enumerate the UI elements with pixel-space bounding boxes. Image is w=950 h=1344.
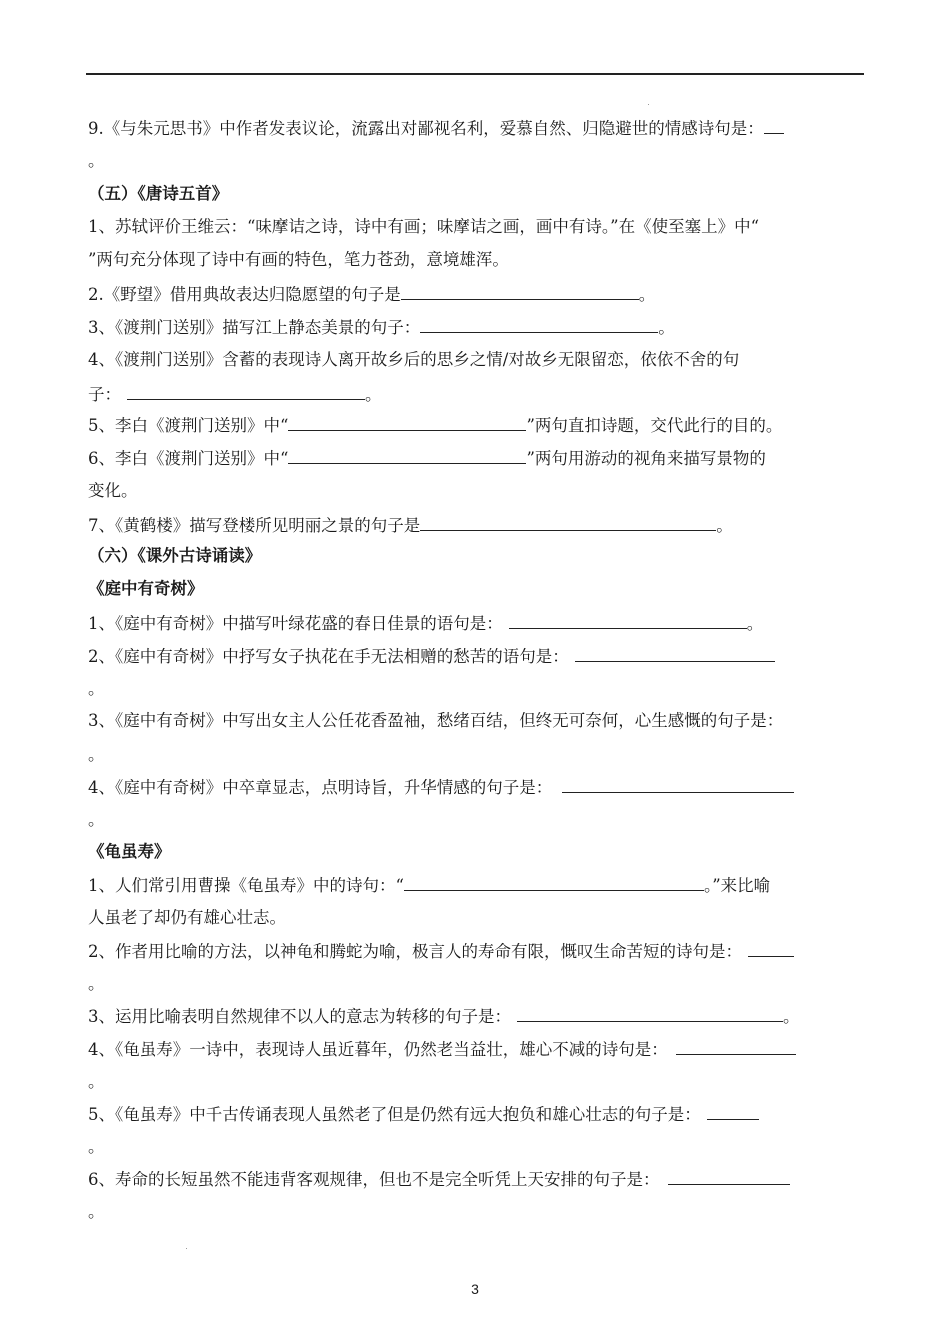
question-end: 。 — [365, 385, 382, 404]
p2-question-6-end — [88, 1201, 868, 1223]
question-9-end — [88, 150, 868, 172]
question-end: 。 — [88, 810, 105, 829]
p2-question-4-end — [88, 1071, 868, 1093]
question-end: 。 — [88, 1072, 105, 1091]
question-end: 。 — [716, 516, 733, 535]
s5-question-1 — [88, 216, 868, 238]
answer-blank[interactable] — [517, 1005, 783, 1022]
s5-question-5 — [88, 414, 868, 437]
header-rule — [86, 73, 864, 75]
answer-blank[interactable] — [764, 117, 784, 134]
answer-blank[interactable] — [668, 1168, 790, 1185]
question-text: 3、《庭中有奇树》中写出女主人公任花香盈袖，愁绪百结，但终无可奈何，心生感慨的句子是： — [88, 711, 784, 730]
p2-question-5 — [88, 1103, 868, 1126]
s5-question-7 — [88, 514, 868, 537]
poem-title-guisuishou: 《龟虽寿》 — [88, 842, 171, 861]
question-text: 5、李白《渡荆门送别》中“ — [88, 416, 289, 435]
p1-question-4-end — [88, 809, 868, 831]
question-end: 。 — [88, 679, 105, 698]
question-text: 变化。 — [88, 481, 138, 500]
p2-question-6 — [88, 1168, 868, 1191]
question-text: 人虽老了却仍有雄心壮志。 — [88, 908, 286, 927]
s5-question-4-line2 — [88, 383, 868, 406]
s5-question-2 — [88, 283, 868, 306]
question-text: 6、李白《渡荆门送别》中“ — [88, 449, 289, 468]
poem-title-tingzhong: 《庭中有奇树》 — [88, 579, 204, 598]
question-text: 5、《龟虽寿》中千古传诵表现人虽然老了但是仍然有远大抱负和雄心壮志的句子是： — [88, 1105, 701, 1124]
question-text: 1、人们常引用曹操《龟虽寿》中的诗句：“ — [88, 876, 404, 895]
question-end: ”两句直扣诗题，交代此行的目的。 — [526, 416, 783, 435]
s5-question-4 — [88, 349, 868, 371]
p1-question-3-end — [88, 743, 868, 766]
s5-question-6 — [88, 447, 868, 470]
question-end: 。 — [783, 1007, 800, 1026]
p1-question-2 — [88, 645, 868, 668]
question-text: 9.《与朱元思书》中作者发表议论，流露出对鄙视名利，爱慕自然、归隐避世的情感诗句是： — [88, 119, 764, 138]
p2-question-3 — [88, 1005, 868, 1028]
p2-question-2 — [88, 940, 868, 963]
section-heading-5: （五）《唐诗五首》 — [88, 184, 229, 203]
question-text: 6、寿命的长短虽然不能违背客观规律，但也不是完全听凭上天安排的句子是： — [88, 1170, 660, 1189]
section-heading-6: （六）《课外古诗诵读》 — [88, 546, 262, 565]
question-text: 4、《渡荆门送别》含蓄的表现诗人离开故乡后的思乡之情/对故乡无限留恋，依依不舍的句 — [88, 350, 740, 369]
page-number: 3 — [471, 1281, 479, 1297]
question-end: 。 — [88, 1137, 105, 1156]
speck — [648, 104, 649, 105]
question-text: 1、苏轼评价王维云：“味摩诘之诗，诗中有画；味摩诘之画，画中有诗。”在《使至塞上》中“ — [88, 217, 760, 236]
question-end: ”两句用游动的视角来描写景物的 — [526, 449, 766, 468]
question-9 — [88, 117, 868, 140]
question-end: 。 — [88, 974, 105, 993]
answer-blank[interactable] — [127, 383, 365, 400]
s5-question-6-line2 — [88, 480, 868, 502]
answer-blank[interactable] — [401, 283, 639, 300]
answer-blank[interactable] — [404, 874, 704, 891]
question-text: 4、《庭中有奇树》中卒章显志，点明诗旨，升华情感的句子是： — [88, 778, 553, 797]
answer-blank[interactable] — [748, 940, 794, 957]
question-text: 2、《庭中有奇树》中抒写女子执花在手无法相赠的愁苦的语句是： — [88, 647, 569, 666]
answer-blank[interactable] — [420, 316, 658, 333]
question-text: ”两句充分体现了诗中有画的特色，笔力苍劲，意境雄浑。 — [88, 250, 509, 269]
question-text: 2、作者用比喻的方法，以神龟和腾蛇为喻，极言人的寿命有限，慨叹生命苦短的诗句是： — [88, 942, 742, 961]
answer-blank[interactable] — [288, 447, 526, 464]
question-text: 4、《龟虽寿》一诗中，表现诗人虽近暮年，仍然老当益壮，雄心不减的诗句是： — [88, 1040, 668, 1059]
p1-question-4 — [88, 776, 868, 799]
p2-question-5-end — [88, 1136, 868, 1158]
question-end: 。 — [638, 285, 656, 304]
s5-question-1-line2 — [88, 249, 868, 271]
answer-blank[interactable] — [420, 514, 716, 531]
p1-question-2-end — [88, 678, 868, 700]
p1-question-1 — [88, 612, 868, 635]
answer-blank[interactable] — [288, 414, 526, 431]
question-text: 子： — [88, 385, 121, 404]
answer-blank[interactable] — [562, 776, 794, 793]
s5-question-3 — [88, 316, 868, 339]
question-end: 。 — [88, 745, 105, 764]
question-text: 1、《庭中有奇树》中描写叶绿花盛的春日佳景的语句是： — [88, 614, 503, 633]
answer-blank[interactable] — [509, 612, 747, 629]
speck — [186, 1248, 187, 1249]
answer-blank[interactable] — [575, 645, 775, 662]
question-text: 7、《黄鹤楼》描写登楼所见明丽之景的句子是 — [88, 516, 421, 535]
p2-question-1-line2 — [88, 907, 868, 929]
question-text: 3、《渡荆门送别》描写江上静态美景的句子： — [88, 318, 421, 337]
p2-question-2-end — [88, 973, 868, 995]
question-end: 。 — [658, 318, 675, 337]
question-end: 。”来比喻 — [703, 876, 771, 895]
p2-question-4 — [88, 1038, 868, 1061]
p1-question-3 — [88, 710, 868, 732]
question-end: 。 — [88, 1202, 105, 1221]
question-text: 2.《野望》借用典故表达归隐愿望的句子是 — [88, 285, 401, 304]
p2-question-1 — [88, 874, 868, 897]
question-end: 。 — [746, 614, 764, 633]
answer-blank[interactable] — [707, 1103, 759, 1120]
answer-blank[interactable] — [676, 1038, 796, 1055]
question-text: 3、运用比喻表明自然规律不以人的意志为转移的句子是： — [88, 1007, 511, 1026]
question-end: 。 — [88, 151, 105, 170]
